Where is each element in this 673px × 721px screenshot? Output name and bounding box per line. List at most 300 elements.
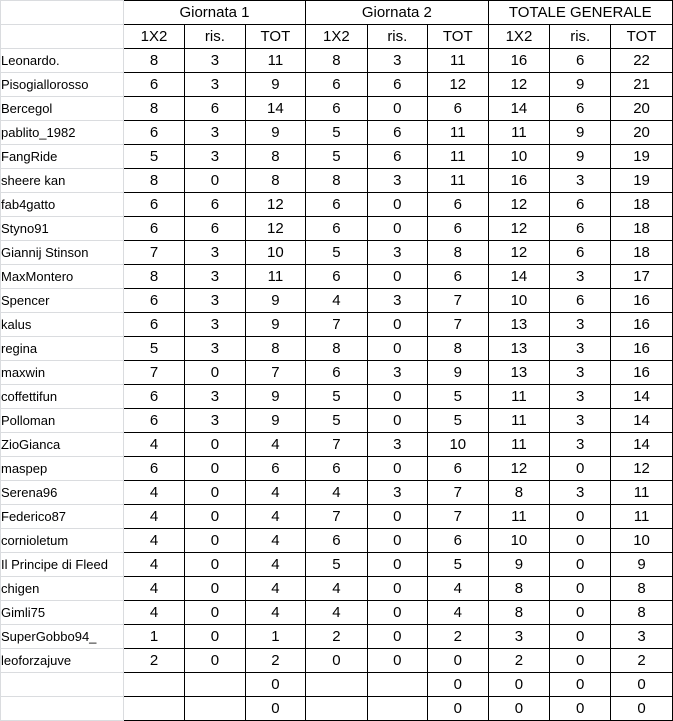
group-header-1[interactable]: Giornata 1	[123, 1, 305, 25]
score-cell[interactable]: 11	[245, 265, 306, 289]
score-cell[interactable]: 6	[428, 193, 489, 217]
score-cell[interactable]: 6	[123, 73, 184, 97]
score-cell[interactable]: 0	[550, 673, 611, 697]
score-cell[interactable]: 7	[245, 361, 306, 385]
score-cell[interactable]: 4	[245, 433, 306, 457]
score-cell[interactable]: 4	[123, 553, 184, 577]
score-cell[interactable]: 3	[185, 121, 245, 145]
score-cell[interactable]: 10	[611, 529, 673, 553]
score-cell[interactable]: 22	[611, 49, 673, 73]
score-cell[interactable]: 3	[367, 241, 427, 265]
score-cell[interactable]: 0	[367, 337, 427, 361]
score-cell[interactable]: 3	[185, 337, 245, 361]
score-cell[interactable]: 4	[306, 601, 367, 625]
score-cell[interactable]: 0	[367, 457, 427, 481]
score-cell[interactable]: 10	[488, 145, 550, 169]
score-cell[interactable]: 4	[306, 577, 367, 601]
score-cell[interactable]: 3	[550, 385, 611, 409]
score-cell[interactable]: 3	[185, 313, 245, 337]
score-cell[interactable]: 0	[367, 217, 427, 241]
table-row	[1, 49, 673, 73]
score-cell[interactable]: 0	[488, 697, 550, 721]
score-cell[interactable]: 4	[245, 577, 306, 601]
score-cell[interactable]: 8	[306, 169, 367, 193]
score-cell[interactable]: 4	[428, 601, 489, 625]
score-cell[interactable]: 9	[245, 409, 306, 433]
player-name-cell[interactable]: maspep	[1, 457, 124, 481]
score-cell[interactable]: 6	[367, 121, 427, 145]
column-header-ris[interactable]: ris.	[185, 25, 245, 49]
score-cell[interactable]: 1	[245, 625, 306, 649]
player-name-cell[interactable]: Giannij Stinson	[1, 241, 124, 265]
score-cell[interactable]: 8	[488, 601, 550, 625]
score-cell[interactable]: 6	[306, 73, 367, 97]
score-cell[interactable]: 12	[488, 457, 550, 481]
score-cell[interactable]: 11	[488, 433, 550, 457]
player-name-cell[interactable]: maxwin	[1, 361, 124, 385]
player-name-cell[interactable]: ZioGianca	[1, 433, 124, 457]
score-cell[interactable]	[123, 673, 184, 697]
score-cell[interactable]: 8	[245, 169, 306, 193]
score-cell[interactable]: 5	[428, 409, 489, 433]
column-header-tot[interactable]: TOT	[428, 25, 489, 49]
score-cell[interactable]: 4	[123, 481, 184, 505]
score-cell[interactable]: 8	[306, 49, 367, 73]
score-cell[interactable]: 6	[185, 97, 245, 121]
score-cell[interactable]: 3	[488, 625, 550, 649]
score-cell[interactable]: 6	[306, 217, 367, 241]
score-cell[interactable]: 6	[185, 217, 245, 241]
score-cell[interactable]: 6	[123, 289, 184, 313]
player-name-cell[interactable]	[1, 673, 124, 697]
player-name-cell[interactable]: leoforzajuve	[1, 649, 124, 673]
score-cell[interactable]: 2	[611, 649, 673, 673]
score-cell[interactable]: 3	[185, 409, 245, 433]
player-name-cell[interactable]: pablito_1982	[1, 121, 124, 145]
score-cell[interactable]: 13	[488, 361, 550, 385]
score-cell[interactable]: 4	[245, 529, 306, 553]
score-cell[interactable]: 16	[611, 361, 673, 385]
score-cell[interactable]: 18	[611, 217, 673, 241]
score-cell[interactable]: 12	[488, 73, 550, 97]
score-cell[interactable]: 2	[428, 625, 489, 649]
score-cell[interactable]: 9	[245, 289, 306, 313]
score-cell[interactable]: 12	[488, 217, 550, 241]
player-name-cell[interactable]: fab4gatto	[1, 193, 124, 217]
score-cell[interactable]: 14	[488, 265, 550, 289]
score-cell[interactable]: 12	[245, 217, 306, 241]
score-cell[interactable]: 6	[123, 409, 184, 433]
score-cell[interactable]: 0	[550, 697, 611, 721]
score-cell[interactable]: 0	[550, 649, 611, 673]
score-cell[interactable]: 12	[428, 73, 489, 97]
score-cell[interactable]: 8	[123, 49, 184, 73]
score-cell[interactable]: 0	[367, 529, 427, 553]
score-cell[interactable]: 3	[367, 361, 427, 385]
score-cell[interactable]: 0	[245, 697, 306, 721]
score-cell[interactable]	[185, 673, 245, 697]
score-cell[interactable]: 2	[306, 625, 367, 649]
player-name-cell[interactable]: Serena96	[1, 481, 124, 505]
score-cell[interactable]: 0	[550, 529, 611, 553]
score-cell[interactable]: 2	[488, 649, 550, 673]
player-name-cell[interactable]: chigen	[1, 577, 124, 601]
score-cell[interactable]: 6	[428, 529, 489, 553]
score-cell[interactable]: 9	[550, 73, 611, 97]
player-name-cell[interactable]: Styno91	[1, 217, 124, 241]
player-name-cell[interactable]: regina	[1, 337, 124, 361]
score-cell[interactable]: 0	[367, 313, 427, 337]
score-cell[interactable]: 6	[123, 457, 184, 481]
score-cell[interactable]: 3	[550, 433, 611, 457]
score-cell[interactable]: 6	[550, 49, 611, 73]
score-cell[interactable]: 3	[185, 145, 245, 169]
score-cell[interactable]: 11	[428, 169, 489, 193]
score-cell[interactable]: 5	[306, 553, 367, 577]
score-cell[interactable]: 2	[245, 649, 306, 673]
score-cell[interactable]: 11	[488, 409, 550, 433]
player-name-cell[interactable]: Leonardo.	[1, 49, 124, 73]
score-cell[interactable]: 0	[428, 697, 489, 721]
player-name-cell[interactable]: FangRide	[1, 145, 124, 169]
score-cell[interactable]: 2	[123, 649, 184, 673]
score-cell[interactable]: 5	[306, 385, 367, 409]
score-cell[interactable]: 6	[306, 265, 367, 289]
score-cell[interactable]: 3	[185, 289, 245, 313]
player-name-cell[interactable]: cornioletum	[1, 529, 124, 553]
score-cell[interactable]: 0	[185, 649, 245, 673]
score-cell[interactable]: 7	[428, 481, 489, 505]
score-cell[interactable]: 3	[367, 289, 427, 313]
score-cell[interactable]: 6	[428, 457, 489, 481]
score-cell[interactable]	[367, 697, 427, 721]
player-name-cell[interactable]: kalus	[1, 313, 124, 337]
score-cell[interactable]: 8	[488, 481, 550, 505]
player-name-cell[interactable]: Spencer	[1, 289, 124, 313]
score-cell[interactable]	[123, 697, 184, 721]
score-cell[interactable]: 7	[123, 361, 184, 385]
score-cell[interactable]: 0	[550, 553, 611, 577]
score-cell[interactable]: 10	[488, 529, 550, 553]
score-cell[interactable]: 3	[550, 481, 611, 505]
score-cell[interactable]: 4	[245, 601, 306, 625]
score-cell[interactable]: 6	[428, 265, 489, 289]
score-cell[interactable]: 0	[428, 649, 489, 673]
player-name-cell[interactable]: Gimli75	[1, 601, 124, 625]
score-cell[interactable]: 12	[245, 193, 306, 217]
score-cell[interactable]: 7	[306, 433, 367, 457]
score-cell[interactable]: 0	[185, 601, 245, 625]
score-cell[interactable]: 13	[488, 337, 550, 361]
score-cell[interactable]: 9	[428, 361, 489, 385]
score-cell[interactable]: 8	[428, 241, 489, 265]
score-cell[interactable]: 3	[550, 265, 611, 289]
score-cell[interactable]: 16	[611, 289, 673, 313]
player-name-cell[interactable]: SuperGobbo94_	[1, 625, 124, 649]
score-cell[interactable]: 0	[611, 697, 673, 721]
score-cell[interactable]: 4	[245, 505, 306, 529]
score-cell[interactable]: 20	[611, 97, 673, 121]
score-cell[interactable]: 6	[306, 97, 367, 121]
score-cell[interactable]: 6	[123, 385, 184, 409]
score-cell[interactable]: 8	[488, 577, 550, 601]
player-name-cell[interactable]: sheere kan	[1, 169, 124, 193]
score-cell[interactable]: 7	[123, 241, 184, 265]
score-cell[interactable]: 0	[185, 529, 245, 553]
score-cell[interactable]: 16	[488, 169, 550, 193]
score-cell[interactable]: 0	[185, 433, 245, 457]
score-cell[interactable]: 0	[306, 649, 367, 673]
score-cell[interactable]: 5	[306, 121, 367, 145]
score-cell[interactable]: 19	[611, 145, 673, 169]
score-cell[interactable]: 11	[611, 505, 673, 529]
column-header-ris[interactable]: ris.	[550, 25, 611, 49]
table-row	[1, 673, 673, 697]
score-cell[interactable]: 4	[306, 481, 367, 505]
table-row	[1, 601, 673, 625]
score-cell[interactable]: 3	[185, 241, 245, 265]
score-cell[interactable]: 10	[488, 289, 550, 313]
score-cell[interactable]: 6	[550, 217, 611, 241]
player-name-cell[interactable]: Il Principe di Fleed	[1, 553, 124, 577]
score-cell[interactable]: 7	[428, 313, 489, 337]
score-cell[interactable]: 3	[185, 265, 245, 289]
score-cell[interactable]: 6	[123, 121, 184, 145]
score-cell[interactable]: 11	[245, 49, 306, 73]
score-cell[interactable]: 12	[488, 193, 550, 217]
score-cell[interactable]: 12	[488, 241, 550, 265]
score-cell[interactable]: 8	[611, 577, 673, 601]
score-cell[interactable]: 0	[185, 553, 245, 577]
score-cell[interactable]: 4	[123, 505, 184, 529]
score-cell[interactable]: 9	[611, 553, 673, 577]
score-cell[interactable]: 13	[488, 313, 550, 337]
score-cell[interactable]: 4	[306, 289, 367, 313]
score-cell[interactable]: 20	[611, 121, 673, 145]
score-cell[interactable]: 0	[185, 577, 245, 601]
score-cell[interactable]: 16	[611, 337, 673, 361]
score-cell[interactable]: 0	[185, 457, 245, 481]
score-cell[interactable]: 4	[245, 553, 306, 577]
score-cell[interactable]: 8	[428, 337, 489, 361]
score-cell[interactable]: 11	[488, 121, 550, 145]
score-cell[interactable]: 6	[245, 457, 306, 481]
score-cell[interactable]: 5	[123, 337, 184, 361]
score-cell[interactable]: 4	[123, 577, 184, 601]
score-cell[interactable]: 5	[123, 145, 184, 169]
score-cell[interactable]: 14	[611, 409, 673, 433]
score-cell[interactable]: 7	[428, 289, 489, 313]
column-header-ris[interactable]: ris.	[367, 25, 427, 49]
player-name-cell[interactable]: Pisogiallorosso	[1, 73, 124, 97]
score-cell[interactable]: 0	[185, 625, 245, 649]
score-cell[interactable]: 5	[306, 241, 367, 265]
score-cell[interactable]: 3	[367, 169, 427, 193]
score-cell[interactable]: 8	[123, 265, 184, 289]
score-cell[interactable]: 10	[245, 241, 306, 265]
score-cell[interactable]: 3	[550, 169, 611, 193]
score-cell[interactable]: 3	[185, 49, 245, 73]
score-cell[interactable]: 11	[488, 505, 550, 529]
score-cell[interactable]: 0	[367, 505, 427, 529]
score-cell[interactable]: 11	[428, 121, 489, 145]
score-cell[interactable]: 3	[185, 385, 245, 409]
score-cell[interactable]: 0	[185, 361, 245, 385]
score-cell[interactable]: 4	[123, 433, 184, 457]
score-cell[interactable]: 8	[306, 337, 367, 361]
score-cell[interactable]: 6	[428, 217, 489, 241]
score-cell[interactable]: 11	[428, 49, 489, 73]
player-name-cell[interactable]: Federico87	[1, 505, 124, 529]
group-header-2[interactable]: Giornata 2	[306, 1, 488, 25]
score-cell[interactable]: 14	[611, 433, 673, 457]
table-row	[1, 121, 673, 145]
score-cell[interactable]: 9	[245, 313, 306, 337]
column-header-1x2[interactable]: 1X2	[306, 25, 367, 49]
score-cell[interactable]: 0	[367, 553, 427, 577]
player-name-cell[interactable]	[1, 697, 124, 721]
score-cell[interactable]: 3	[611, 625, 673, 649]
group-header-3[interactable]: TOTALE GENERALE	[488, 1, 672, 25]
score-cell[interactable]: 1	[123, 625, 184, 649]
score-cell[interactable]: 17	[611, 265, 673, 289]
score-cell[interactable]: 0	[550, 577, 611, 601]
score-cell[interactable]: 9	[488, 553, 550, 577]
score-cell[interactable]: 5	[428, 385, 489, 409]
score-cell[interactable]: 0	[550, 601, 611, 625]
score-cell[interactable]: 0	[367, 385, 427, 409]
score-cell[interactable]	[306, 697, 367, 721]
score-cell[interactable]: 11	[488, 385, 550, 409]
score-cell[interactable]: 0	[550, 505, 611, 529]
score-cell[interactable]: 0	[550, 457, 611, 481]
column-header-1x2[interactable]: 1X2	[488, 25, 550, 49]
score-cell[interactable]: 0	[185, 505, 245, 529]
score-cell[interactable]: 8	[611, 601, 673, 625]
score-cell[interactable]: 8	[245, 145, 306, 169]
score-cell[interactable]: 4	[245, 481, 306, 505]
score-cell[interactable]: 0	[367, 625, 427, 649]
score-cell[interactable]: 6	[367, 145, 427, 169]
corner-cell[interactable]	[1, 25, 124, 49]
score-cell[interactable]: 7	[306, 505, 367, 529]
score-cell[interactable]: 18	[611, 241, 673, 265]
corner-cell[interactable]	[1, 1, 124, 25]
player-name-cell[interactable]: MaxMontero	[1, 265, 124, 289]
column-header-tot[interactable]: TOT	[611, 25, 673, 49]
score-cell[interactable]: 14	[245, 97, 306, 121]
player-name-cell[interactable]: Polloman	[1, 409, 124, 433]
score-cell[interactable]: 4	[123, 529, 184, 553]
score-cell[interactable]: 6	[428, 97, 489, 121]
column-header-1x2[interactable]: 1X2	[123, 25, 184, 49]
score-cell[interactable]: 0	[550, 625, 611, 649]
score-cell[interactable]: 3	[367, 49, 427, 73]
score-cell[interactable]: 9	[245, 121, 306, 145]
score-cell[interactable]: 6	[306, 193, 367, 217]
score-cell[interactable]: 6	[123, 313, 184, 337]
score-cell[interactable]: 3	[550, 409, 611, 433]
score-cell[interactable]: 0	[367, 409, 427, 433]
score-cell[interactable]: 0	[367, 577, 427, 601]
score-cell[interactable]: 3	[367, 433, 427, 457]
score-cell[interactable]: 6	[306, 457, 367, 481]
score-cell[interactable]: 6	[185, 193, 245, 217]
score-cell[interactable]: 9	[245, 73, 306, 97]
score-cell[interactable]: 10	[428, 433, 489, 457]
score-cell[interactable]: 6	[550, 193, 611, 217]
score-cell[interactable]: 16	[611, 313, 673, 337]
score-cell[interactable]: 6	[367, 73, 427, 97]
score-cell[interactable]: 6	[306, 529, 367, 553]
score-cell[interactable]: 18	[611, 193, 673, 217]
table-row	[1, 289, 673, 313]
score-cell[interactable]: 16	[488, 49, 550, 73]
score-cell[interactable]: 0	[428, 673, 489, 697]
score-cell[interactable]: 8	[123, 97, 184, 121]
score-cell[interactable]	[185, 697, 245, 721]
score-cell[interactable]: 11	[428, 145, 489, 169]
score-cell[interactable]: 5	[306, 145, 367, 169]
score-cell[interactable]: 9	[550, 145, 611, 169]
player-name-cell[interactable]: Bercegol	[1, 97, 124, 121]
score-cell[interactable]: 0	[185, 481, 245, 505]
score-cell[interactable]: 0	[367, 193, 427, 217]
score-cell[interactable]: 0	[488, 673, 550, 697]
score-cell[interactable]: 3	[550, 313, 611, 337]
score-cell[interactable]: 0	[367, 265, 427, 289]
score-cell[interactable]: 6	[123, 193, 184, 217]
score-cell[interactable]: 6	[550, 241, 611, 265]
score-cell[interactable]: 21	[611, 73, 673, 97]
player-name-cell[interactable]: coffettifun	[1, 385, 124, 409]
score-cell[interactable]: 6	[306, 361, 367, 385]
column-header-tot[interactable]: TOT	[245, 25, 306, 49]
score-cell[interactable]: 0	[245, 673, 306, 697]
score-cell[interactable]: 12	[611, 457, 673, 481]
score-cell[interactable]: 3	[550, 337, 611, 361]
score-cell[interactable]: 0	[611, 673, 673, 697]
score-cell[interactable]: 8	[123, 169, 184, 193]
score-cell[interactable]: 3	[550, 361, 611, 385]
score-cell[interactable]: 0	[367, 649, 427, 673]
score-cell[interactable]: 0	[367, 601, 427, 625]
score-cell[interactable]: 6	[550, 289, 611, 313]
score-cell[interactable]: 0	[185, 169, 245, 193]
score-cell[interactable]	[306, 673, 367, 697]
score-cell[interactable]: 6	[123, 217, 184, 241]
score-cell[interactable]: 14	[611, 385, 673, 409]
score-cell[interactable]	[367, 673, 427, 697]
score-cell[interactable]: 5	[428, 553, 489, 577]
score-cell[interactable]: 19	[611, 169, 673, 193]
score-cell[interactable]: 7	[428, 505, 489, 529]
score-cell[interactable]: 14	[488, 97, 550, 121]
score-cell[interactable]: 9	[245, 385, 306, 409]
score-cell[interactable]: 3	[185, 73, 245, 97]
score-cell[interactable]: 7	[306, 313, 367, 337]
score-cell[interactable]: 11	[611, 481, 673, 505]
table-row	[1, 361, 673, 385]
score-cell[interactable]: 9	[550, 121, 611, 145]
score-cell[interactable]: 4	[428, 577, 489, 601]
score-cell[interactable]: 6	[550, 97, 611, 121]
score-cell[interactable]: 4	[123, 601, 184, 625]
score-cell[interactable]: 5	[306, 409, 367, 433]
score-cell[interactable]: 0	[367, 97, 427, 121]
score-cell[interactable]: 3	[367, 481, 427, 505]
score-cell[interactable]: 8	[245, 337, 306, 361]
